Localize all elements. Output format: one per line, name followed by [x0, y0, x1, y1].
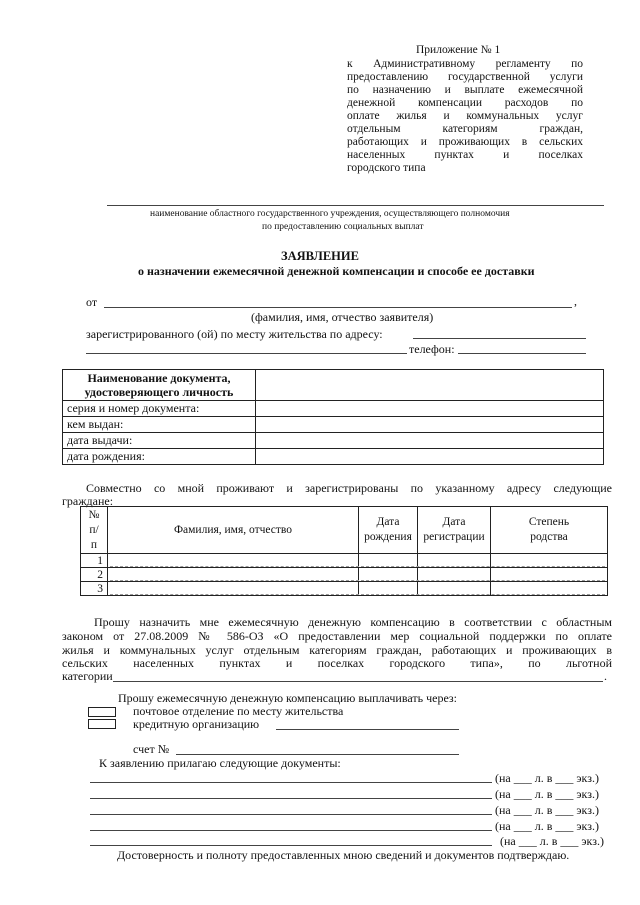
id-doc-row-value[interactable] [256, 433, 604, 449]
row-number: 3 [81, 582, 108, 596]
id-doc-row-label: серия и номер документа: [63, 401, 256, 417]
attachment-count: (на ___ л. в ___ экз.) [500, 834, 604, 848]
family-intro-1: Совместно со мной проживают и зарегистрированы по указанному адресу следующие [86, 481, 612, 495]
appendix-line: по назначению и выплате ежемесячной [347, 84, 583, 96]
attachments-intro: К заявлению прилагаю следующие документы: [99, 756, 341, 770]
dotted-guide [110, 594, 605, 595]
attachment-line[interactable] [90, 782, 492, 783]
col-number: № п/ п [81, 507, 108, 554]
attachment-line[interactable] [90, 814, 492, 815]
attachment-count: (на ___ л. в ___ экз.) [495, 771, 599, 785]
id-doc-header-value[interactable] [256, 370, 604, 401]
col-registration-date: Дата регистрации [418, 507, 491, 554]
attachment-line[interactable] [90, 798, 492, 799]
col-relation: Степень родства [491, 507, 608, 554]
id-doc-header: Наименование документа, удостоверяющего личность [63, 370, 256, 401]
credit-org-label: кредитную организацию [133, 717, 260, 731]
address-label: зарегистрированного (ой) по месту жительства по адресу: [86, 327, 383, 341]
address-field-2[interactable] [86, 353, 407, 354]
appendix-line: оплате жилья и коммунальных услуг [347, 110, 583, 122]
col-birth-date: Дата рождения [359, 507, 418, 554]
id-document-table [62, 369, 604, 465]
payment-intro: Прошу ежемесячную денежную компенсацию выплачивать через: [118, 691, 457, 705]
appendix-line: денежной компенсации расходов по [347, 97, 583, 109]
appendix-line: городского типа [347, 162, 426, 174]
institution-caption-1: наименование областного государственного учреждения, осуществляющего полномочия [150, 209, 510, 219]
row-number: 1 [81, 554, 108, 568]
from-comma: , [574, 294, 577, 308]
applicant-name-field[interactable] [104, 307, 572, 308]
phone-field[interactable] [458, 353, 586, 354]
confirmation-text: Достоверность и полноту предоставленных мною сведений и документов подтверждаю. [117, 848, 570, 862]
institution-line[interactable] [107, 205, 604, 206]
col-fullname: Фамилия, имя, отчество [108, 507, 359, 554]
id-doc-row-value[interactable] [256, 401, 604, 417]
category-field[interactable] [113, 681, 603, 682]
attachment-count: (на ___ л. в ___ экз.) [495, 787, 599, 801]
appendix-line: населенных пунктах и поселках [347, 149, 583, 161]
category-label: категории [62, 669, 113, 683]
appendix-text [347, 58, 583, 175]
request-line-2: законом от 27.08.2009 № 586-ОЗ «О предоставлении мер социальной поддержки по оплате [62, 629, 612, 643]
request-line-4: сельских населенных пунктах и поселках городского типа», по льготной [62, 656, 612, 670]
id-doc-row-value[interactable] [256, 449, 604, 465]
institution-caption-2: по предоставлению социальных выплат [262, 222, 424, 232]
appendix-title: Приложение № 1 [416, 44, 501, 56]
account-field[interactable] [176, 754, 459, 755]
dotted-guide [110, 566, 605, 567]
category-end: . [604, 669, 607, 683]
name-hint: (фамилия, имя, отчество заявителя) [251, 310, 434, 324]
page-subtitle: о назначении ежемесячной денежной компенсации и способе ее доставки [138, 264, 535, 278]
attachment-line[interactable] [90, 845, 492, 846]
id-doc-row-label: кем выдан: [63, 417, 256, 433]
page-title: ЗАЯВЛЕНИЕ [281, 249, 359, 263]
address-field-1[interactable] [413, 338, 586, 339]
post-office-label: почтовое отделение по месту жительства [133, 704, 344, 718]
request-line-1: Прошу назначить мне ежемесячную денежную компенсацию в соответствии с областным [94, 615, 612, 629]
account-label: счет № [133, 742, 170, 756]
id-doc-row-label: дата рождения: [63, 449, 256, 465]
credit-org-checkbox[interactable] [88, 719, 116, 729]
phone-label: телефон: [409, 342, 455, 356]
dotted-guide [110, 580, 605, 581]
id-doc-row-label: дата выдачи: [63, 433, 256, 449]
appendix-line: отдельным категориям граждан, [347, 123, 583, 135]
attachment-line[interactable] [90, 830, 492, 831]
appendix-line: к Административному регламенту по [347, 58, 583, 70]
family-intro-2: граждане: [62, 494, 114, 508]
from-label: от [86, 295, 98, 309]
row-number: 2 [81, 568, 108, 582]
attachment-count: (на ___ л. в ___ экз.) [495, 819, 599, 833]
family-table [80, 506, 608, 596]
attachment-count: (на ___ л. в ___ экз.) [495, 803, 599, 817]
id-doc-row-value[interactable] [256, 417, 604, 433]
appendix-line: работающих и проживающих в сельских [347, 136, 583, 148]
request-line-3: жилья и коммунальных услуг отдельным категориям граждан, работающих и проживающих в [62, 643, 612, 657]
credit-org-field[interactable] [276, 729, 459, 730]
post-office-checkbox[interactable] [88, 707, 116, 717]
appendix-line: предоставлению государственной услуги [347, 71, 583, 83]
